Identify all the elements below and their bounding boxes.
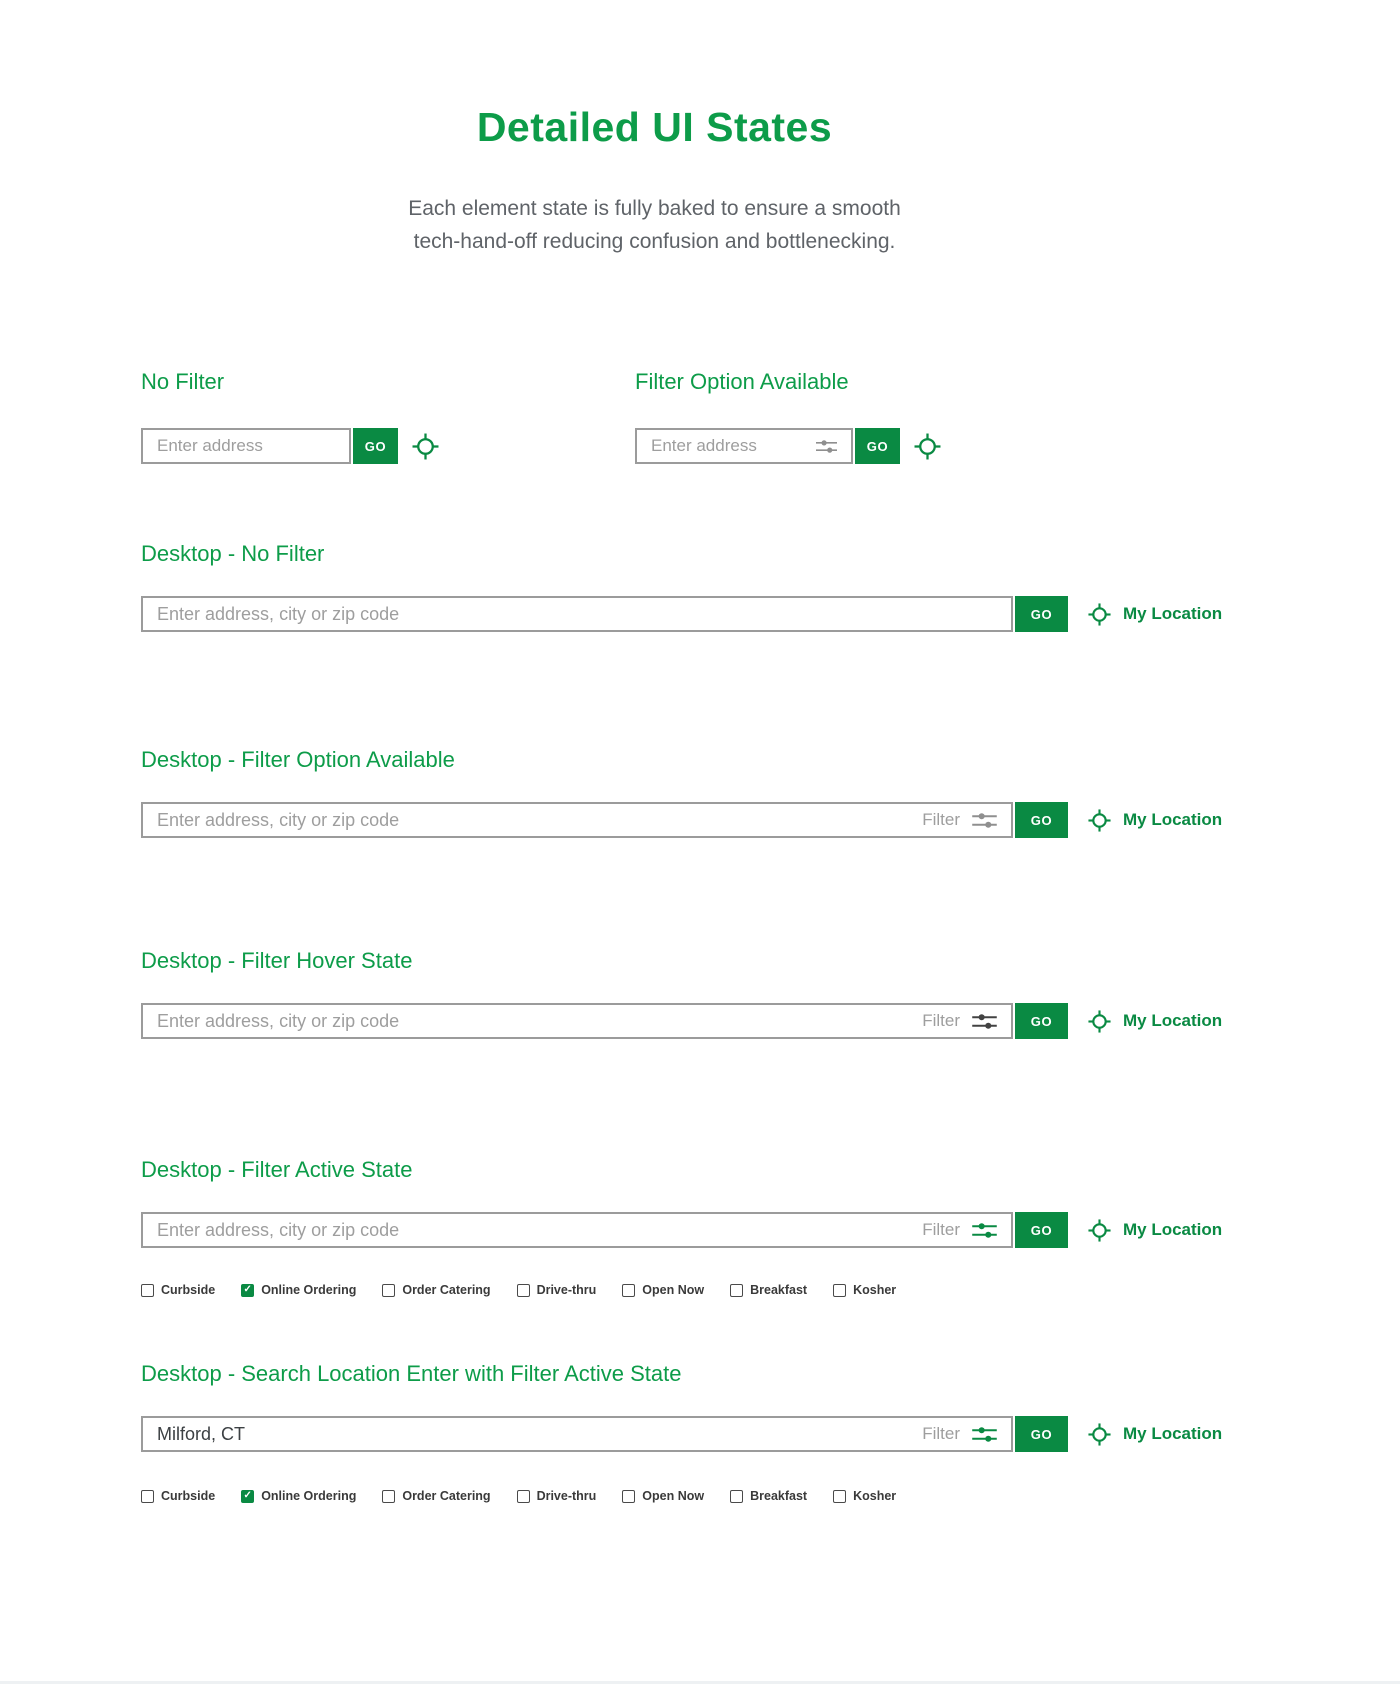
go-button[interactable]: GO xyxy=(353,428,398,464)
heading-mobile-no-filter: No Filter xyxy=(141,369,225,394)
subtitle-line-1: Each element state is fully baked to ensure a smooth xyxy=(408,197,901,220)
address-input[interactable] xyxy=(157,1011,777,1032)
filter-checkbox-open-now[interactable] xyxy=(622,1283,704,1297)
my-location-link[interactable]: My Location xyxy=(1123,1424,1223,1443)
filter-toggle-active[interactable] xyxy=(922,1424,997,1444)
go-button[interactable]: GO xyxy=(1015,1416,1068,1452)
heading-desktop-filter-available: Desktop - Filter Option Available xyxy=(141,747,455,772)
desktop-search-filter-active xyxy=(141,1212,1222,1248)
my-location-link[interactable]: My Location xyxy=(1123,604,1223,623)
my-location-icon[interactable] xyxy=(1088,809,1111,832)
desktop-search-entered xyxy=(141,1416,1222,1452)
checkbox-icon[interactable] xyxy=(622,1284,635,1297)
my-location-icon[interactable] xyxy=(412,433,439,460)
address-input-wrap xyxy=(141,802,1013,838)
checkbox-checked-icon[interactable] xyxy=(241,1284,254,1297)
my-location-icon[interactable] xyxy=(1088,1219,1111,1242)
checkbox-icon[interactable] xyxy=(622,1490,635,1503)
filter-toggle-hover[interactable] xyxy=(922,1011,997,1031)
filter-label: Filter xyxy=(922,1424,960,1443)
go-button[interactable]: GO xyxy=(1015,802,1068,838)
heading-desktop-filter-hover: Desktop - Filter Hover State xyxy=(141,948,413,973)
address-input-wrap xyxy=(141,1003,1013,1039)
filter-checkbox-drive-thru[interactable] xyxy=(517,1489,597,1503)
checkbox-label: Drive-thru xyxy=(536,1283,597,1297)
subtitle-line-2: tech-hand-off reducing confusion and bottlenecking. xyxy=(413,230,896,253)
my-location-link[interactable]: My Location xyxy=(1123,810,1223,829)
filter-checkbox-order-catering[interactable] xyxy=(382,1283,490,1297)
address-input-wrap xyxy=(141,428,351,464)
checkbox-checked-icon[interactable] xyxy=(241,1490,254,1503)
checkbox-icon[interactable] xyxy=(141,1284,154,1297)
my-location-link[interactable]: My Location xyxy=(1123,1011,1223,1030)
filter-checkbox-breakfast[interactable] xyxy=(730,1489,807,1503)
filter-sliders-icon xyxy=(972,1426,997,1443)
desktop-search-filter-available xyxy=(141,802,1222,838)
filter-label: Filter xyxy=(922,810,960,829)
mobile-search-no-filter xyxy=(141,428,439,464)
checkbox-icon[interactable] xyxy=(382,1284,395,1297)
checkbox-label: Breakfast xyxy=(750,1283,808,1297)
address-input-wrap xyxy=(141,1416,1013,1452)
go-button[interactable]: GO xyxy=(1015,1212,1068,1248)
my-location-icon[interactable] xyxy=(1088,1010,1111,1033)
checkbox-icon[interactable] xyxy=(730,1490,743,1503)
address-input[interactable] xyxy=(157,1424,777,1445)
checkbox-label: Breakfast xyxy=(750,1489,808,1503)
address-input-wrap xyxy=(635,428,853,464)
filter-sliders-icon xyxy=(972,1222,997,1239)
address-input[interactable] xyxy=(157,436,335,456)
heading-desktop-search-enter: Desktop - Search Location Enter with Filter Active State xyxy=(141,1361,682,1386)
filter-checkbox-kosher[interactable] xyxy=(833,1283,896,1297)
filter-checkbox-breakfast[interactable] xyxy=(730,1283,807,1297)
go-button[interactable]: GO xyxy=(1015,1003,1068,1039)
page-subtitle xyxy=(141,192,1168,258)
filter-checkbox-online-ordering[interactable] xyxy=(241,1489,356,1503)
checkbox-label: Curbside xyxy=(161,1489,216,1503)
mobile-search-filter-available xyxy=(635,428,941,464)
address-input[interactable] xyxy=(157,1220,777,1241)
my-location-icon[interactable] xyxy=(1088,603,1111,626)
filter-toggle[interactable] xyxy=(922,810,997,830)
filter-toggle-active[interactable] xyxy=(922,1220,997,1240)
checkbox-label: Online Ordering xyxy=(261,1489,357,1503)
checkbox-label: Kosher xyxy=(853,1489,897,1503)
go-button[interactable]: GO xyxy=(855,428,900,464)
filter-label: Filter xyxy=(922,1011,960,1030)
checkbox-label: Order Catering xyxy=(402,1283,491,1297)
my-location-icon[interactable] xyxy=(1088,1423,1111,1446)
address-input-wrap xyxy=(141,1212,1013,1248)
filter-label: Filter xyxy=(922,1220,960,1239)
filter-checkbox-open-now[interactable] xyxy=(622,1489,704,1503)
page-title: Detailed UI States xyxy=(476,104,833,150)
checkbox-label: Open Now xyxy=(642,1489,705,1503)
checkbox-icon[interactable] xyxy=(833,1490,846,1503)
desktop-search-filter-hover xyxy=(141,1003,1222,1039)
my-location-link[interactable]: My Location xyxy=(1123,1220,1223,1239)
my-location-icon[interactable] xyxy=(914,433,941,460)
heading-desktop-filter-active: Desktop - Filter Active State xyxy=(141,1157,413,1182)
checkbox-icon[interactable] xyxy=(517,1490,530,1503)
address-input[interactable] xyxy=(157,604,997,625)
filter-options-row xyxy=(141,1489,896,1503)
checkbox-label: Order Catering xyxy=(402,1489,491,1503)
heading-mobile-filter-available: Filter Option Available xyxy=(635,369,849,394)
go-button[interactable]: GO xyxy=(1015,596,1068,632)
filter-checkbox-online-ordering[interactable] xyxy=(241,1283,356,1297)
filter-sliders-icon xyxy=(972,1013,997,1030)
filter-sliders-icon xyxy=(972,812,997,829)
address-input[interactable] xyxy=(651,436,781,456)
checkbox-icon[interactable] xyxy=(382,1490,395,1503)
heading-desktop-no-filter: Desktop - No Filter xyxy=(141,541,325,566)
checkbox-label: Kosher xyxy=(853,1283,897,1297)
checkbox-icon[interactable] xyxy=(730,1284,743,1297)
filter-sliders-icon[interactable] xyxy=(816,439,837,454)
checkbox-label: Curbside xyxy=(161,1283,216,1297)
checkbox-icon[interactable] xyxy=(141,1490,154,1503)
checkbox-label: Open Now xyxy=(642,1283,705,1297)
checkbox-icon[interactable] xyxy=(833,1284,846,1297)
address-input-wrap xyxy=(141,596,1013,632)
filter-options-row xyxy=(141,1283,896,1297)
filter-checkbox-order-catering[interactable] xyxy=(382,1489,490,1503)
filter-checkbox-curbside[interactable] xyxy=(141,1489,215,1503)
checkbox-label: Drive-thru xyxy=(536,1489,597,1503)
address-input[interactable] xyxy=(157,810,777,831)
filter-checkbox-drive-thru[interactable] xyxy=(517,1283,597,1297)
filter-checkbox-curbside[interactable] xyxy=(141,1283,215,1297)
desktop-search-no-filter xyxy=(141,596,1222,632)
checkbox-icon[interactable] xyxy=(517,1284,530,1297)
checkbox-label: Online Ordering xyxy=(261,1283,357,1297)
filter-checkbox-kosher[interactable] xyxy=(833,1489,896,1503)
